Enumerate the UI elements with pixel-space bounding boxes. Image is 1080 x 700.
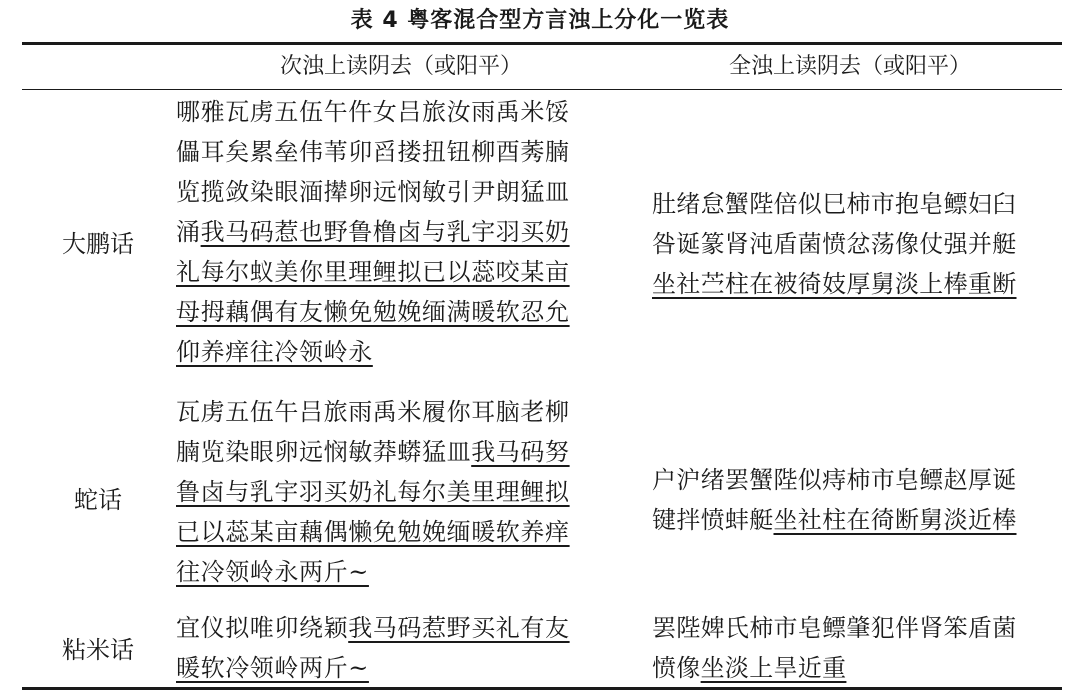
row-label-shehua: 蛇话 <box>74 486 122 514</box>
row-label-nianmi: 粘米话 <box>62 636 134 664</box>
text-segment: 愤像 <box>652 654 701 682</box>
cell-line <box>176 648 628 688</box>
underlined-segment: 暖软冷领岭两斤~ <box>176 654 369 682</box>
underlined-segment: 坐社柱在徛断舅淡近棒 <box>773 506 1017 534</box>
text-segment: 宜仪拟唯卯绕颖 <box>176 614 349 642</box>
column-header-col2: 全浊上读阴去（或阳平） <box>728 54 971 79</box>
cell-line <box>652 500 1057 540</box>
top-rule <box>22 42 1062 45</box>
cell-line <box>176 332 628 372</box>
underlined-segment: 我马码惹野买礼有友 <box>348 614 570 642</box>
text-segment: 罢陛婢氏柿市皂鳔肇犯伴肾笨盾菌 <box>652 614 1017 642</box>
cell-shehua-col1 <box>176 392 628 592</box>
text-segment: 键拌愤蚌艇 <box>652 506 774 534</box>
cell-line <box>176 252 628 292</box>
cell-line <box>176 432 628 472</box>
text-segment: 肚绪怠蟹陛倍似巳柿市抱皂鳔妇臼 <box>652 190 1017 218</box>
cell-dapeng-col1 <box>176 92 628 372</box>
text-segment: 腩览染眼卵远悯敏莽蟒猛皿 <box>176 438 472 466</box>
cell-line <box>652 460 1057 500</box>
text-segment: 儡耳矣累垒伟苇卯舀搂扭钮柳酉莠腩 <box>176 138 570 166</box>
underlined-segment: 往冷领岭永两斤~ <box>176 558 369 586</box>
cell-shehua-col2 <box>652 460 1057 540</box>
bottom-rule <box>22 687 1062 690</box>
underlined-segment: 我马码惹也野鲁橹卤与乳宇羽买奶 <box>200 218 570 246</box>
underlined-segment: 坐淡上旱近重 <box>700 654 847 682</box>
cell-nianmi-col1 <box>176 608 628 688</box>
underlined-segment: 礼每尔蚁美你里理鲤拟已以蕊咬某亩 <box>176 258 570 286</box>
cell-line <box>652 648 1057 688</box>
underlined-segment: 已以蕊某亩藕偶懒免勉娩缅暖软养痒 <box>176 518 570 546</box>
cell-line <box>652 264 1057 304</box>
cell-line <box>176 172 628 212</box>
cell-line <box>176 608 628 648</box>
cell-dapeng-col2 <box>652 184 1057 304</box>
text-segment: 咎诞篆肾沌盾菌愤忿荡像仗强并艇 <box>652 230 1017 258</box>
text-segment: 瓦虏五伍午吕旅雨禹米履你耳脑老柳 <box>176 398 570 426</box>
cell-line <box>176 292 628 332</box>
cell-line <box>176 392 628 432</box>
text-segment: 览揽敛染眼湎撵卵远悯敏引尹朗猛皿 <box>176 178 570 206</box>
text-segment: 户沪绪罢蟹陛似痔柿市皂鳔赵厚诞 <box>652 466 1017 494</box>
underlined-segment: 我马码努 <box>471 438 570 466</box>
cell-line <box>176 512 628 552</box>
column-header-col1: 次浊上读阴去（或阳平） <box>279 54 522 79</box>
underlined-segment: 坐社苎柱在被徛妓厚舅淡上棒重断 <box>652 270 1017 298</box>
row-label-dapeng: 大鹏话 <box>62 230 134 258</box>
text-segment: 哪雅瓦虏五伍午仵女吕旅汝雨禹米馁 <box>176 98 570 126</box>
table-title: 表 4 粤客混合型方言浊上分化一览表 <box>350 8 730 33</box>
text-segment: 涌 <box>176 218 201 246</box>
cell-line <box>652 608 1057 648</box>
cell-nianmi-col2 <box>652 608 1057 688</box>
cell-line <box>176 212 628 252</box>
underlined-segment: 母拇藕偶有友懒免勉娩缅满暖软忍允 <box>176 298 570 326</box>
cell-line <box>176 472 628 512</box>
cell-line <box>176 92 628 132</box>
header-rule <box>22 89 1062 90</box>
cell-line <box>652 184 1057 224</box>
underlined-segment: 仰养痒往冷领岭永 <box>176 338 373 366</box>
cell-line <box>176 132 628 172</box>
underlined-segment: 鲁卤与乳宇羽买奶礼每尔美里理鲤拟 <box>176 478 570 506</box>
cell-line <box>176 552 628 592</box>
cell-line <box>652 224 1057 264</box>
